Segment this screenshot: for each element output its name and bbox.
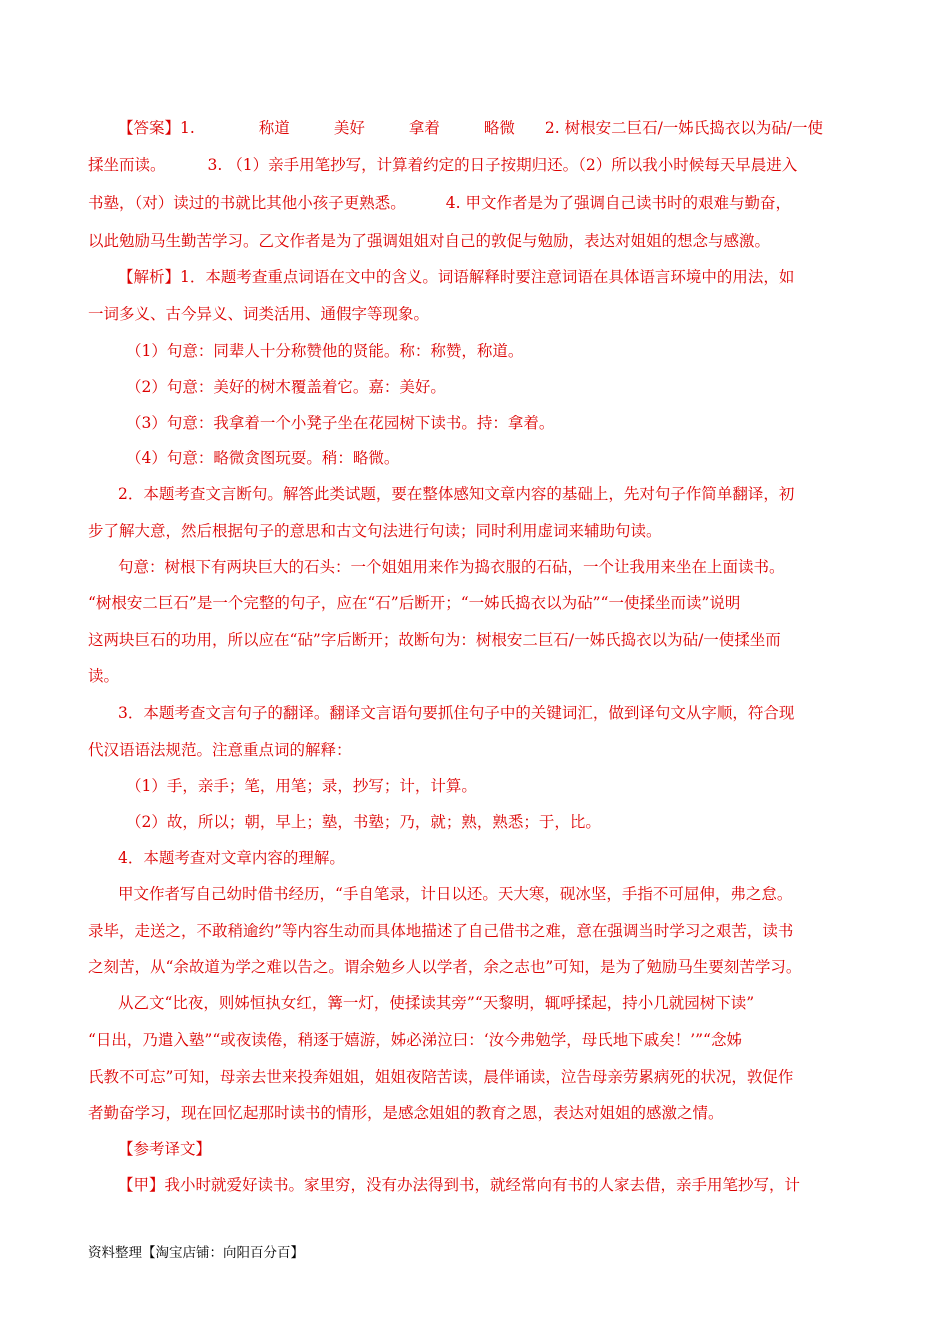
- analysis-line: 一词多义、古今异义、词类活用、通假字等现象。: [88, 305, 430, 323]
- analysis-line: 录毕，走送之，不敢稍逾约”等内容生动而具体地描述了自己借书之难，意在强调当时学习之艰苦，读书: [88, 922, 794, 940]
- analysis-line: 句意：树根下有两块巨大的石头：一个姐姐用来作为捣衣服的石砧，一个让我用来坐在上面读书。: [118, 558, 785, 576]
- analysis-line: 读。: [88, 667, 120, 685]
- analysis-line: 之刻苦，从“余故道为学之难以告之。谓余勉乡人以学者，余之志也”可知，是为了勉励马生要刻苦学习。: [88, 958, 802, 976]
- answer-q4-end: 以此勉励马生勤苦学习。乙文作者是为了强调姐姐对自己的敦促与勉励，表达对姐姐的想念与感激。: [88, 232, 771, 250]
- analysis-line: 氏教不可忘”可知，母亲去世来投奔姐姐，姐姐夜陪苦读，晨伴诵读，泣告母亲劳累病死的状况，敦促作: [88, 1068, 794, 1086]
- answer-word-2: 美好: [333, 119, 365, 137]
- analysis-line: （2）故，所以；朝，早上；塾，书塾；乃，就；熟，熟悉；于，比。: [126, 813, 601, 831]
- analysis-line: 从乙文“比夜，则姊恒执女红，篝一灯，使揉读其旁”“天黎明，辄呼揉起，持小几就园树下读”: [118, 994, 755, 1012]
- answer-q2-start: 2. 树根安二巨石/一姊氏捣衣以为砧/一使: [544, 119, 824, 137]
- analysis-line: “树根安二巨石”是一个完整的句子，应在“石”后断开；“一姊氏捣衣以为砧”“一使揉坐而读”说明: [88, 594, 741, 612]
- analysis-line: 代汉语语法规范。注意重点词的解释：: [88, 741, 352, 759]
- analysis-line: 【解析】1．本题考查重点词语在文中的含义。词语解释时要注意词语在具体语言环境中的用法，如: [118, 268, 795, 286]
- analysis-line: “日出，乃遣入塾”“或夜读倦，稍逐于嬉游，姊必涕泣曰：‘汝今弗勉学，母氏地下戚矣！’”“念姊: [88, 1031, 742, 1049]
- analysis-line: （1）手，亲手；笔，用笔；录，抄写；计，计算。: [126, 777, 477, 795]
- answer-q4-start: 4. 甲文作者是为了强调自己读书时的艰难与勤奋，: [445, 194, 791, 212]
- answer-word-3: 拿着: [408, 119, 440, 137]
- analysis-line: 4．本题考查对文章内容的理解。: [118, 849, 345, 867]
- analysis-line: 者勤奋学习，现在回忆起那时读书的情形，是感念姐姐的教育之恩，表达对姐姐的感激之情。: [88, 1104, 724, 1122]
- analysis-line: （2）句意：美好的树木覆盖着它。嘉：美好。: [126, 378, 446, 396]
- translation-line: 【甲】我小时就爱好读书。家里穷，没有办法得到书，就经常向有书的人家去借，亲手用笔抄写，计: [118, 1176, 801, 1194]
- page-footer: 资料整理【淘宝店铺：向阳百分百】: [88, 1245, 304, 1261]
- answer-line-3: [88, 188, 791, 218]
- answer-line-1: [118, 113, 823, 143]
- analysis-line: （3）句意：我拿着一个小凳子坐在花园树下读书。持：拿着。: [126, 414, 555, 432]
- analysis-line: 3．本题考查文言句子的翻译。翻译文言语句要抓住句子中的关键词汇，做到译句文从字顺，符合现: [118, 704, 795, 722]
- answer-q3-end: 书塾，（对）读过的书就比其他小孩子更熟悉。: [88, 194, 406, 212]
- answer-word-1: 称道: [258, 119, 290, 137]
- analysis-line: 甲文作者写自己幼时借书经历，“手自笔录，计日以还。天大寒，砚冰坚，手指不可屈伸，弗之怠。: [118, 885, 793, 903]
- answer-q3-start: 3. （1）亲手用笔抄写，计算着约定的日子按期归还。（2）所以我小时候每天早晨进入: [207, 156, 798, 174]
- analysis-line: 步了解大意，然后根据句子的意思和古文句法进行句读；同时利用虚词来辅助句读。: [88, 522, 662, 540]
- answer-q2-end: 揉坐而读。: [88, 156, 166, 174]
- analysis-line: 这两块巨石的功用，所以应在“砧”字后断开；故断句为：树根安二巨石/一姊氏捣衣以为砧/一使揉坐而: [88, 631, 781, 649]
- answer-word-4: 略微: [483, 119, 515, 137]
- answer-label: 【答案】1.: [118, 119, 195, 137]
- reference-translation-heading: 【参考译文】: [118, 1140, 212, 1158]
- analysis-line: 2．本题考查文言断句。解答此类试题，要在整体感知文章内容的基础上，先对句子作简单翻译，初: [118, 485, 795, 503]
- answer-line-2: [88, 150, 797, 180]
- analysis-line: （1）句意：同辈人十分称赞他的贤能。称：称赞，称道。: [126, 342, 524, 360]
- analysis-line: （4）句意：略微贪图玩耍。稍：略微。: [126, 449, 400, 467]
- answer-line-4: [88, 226, 770, 256]
